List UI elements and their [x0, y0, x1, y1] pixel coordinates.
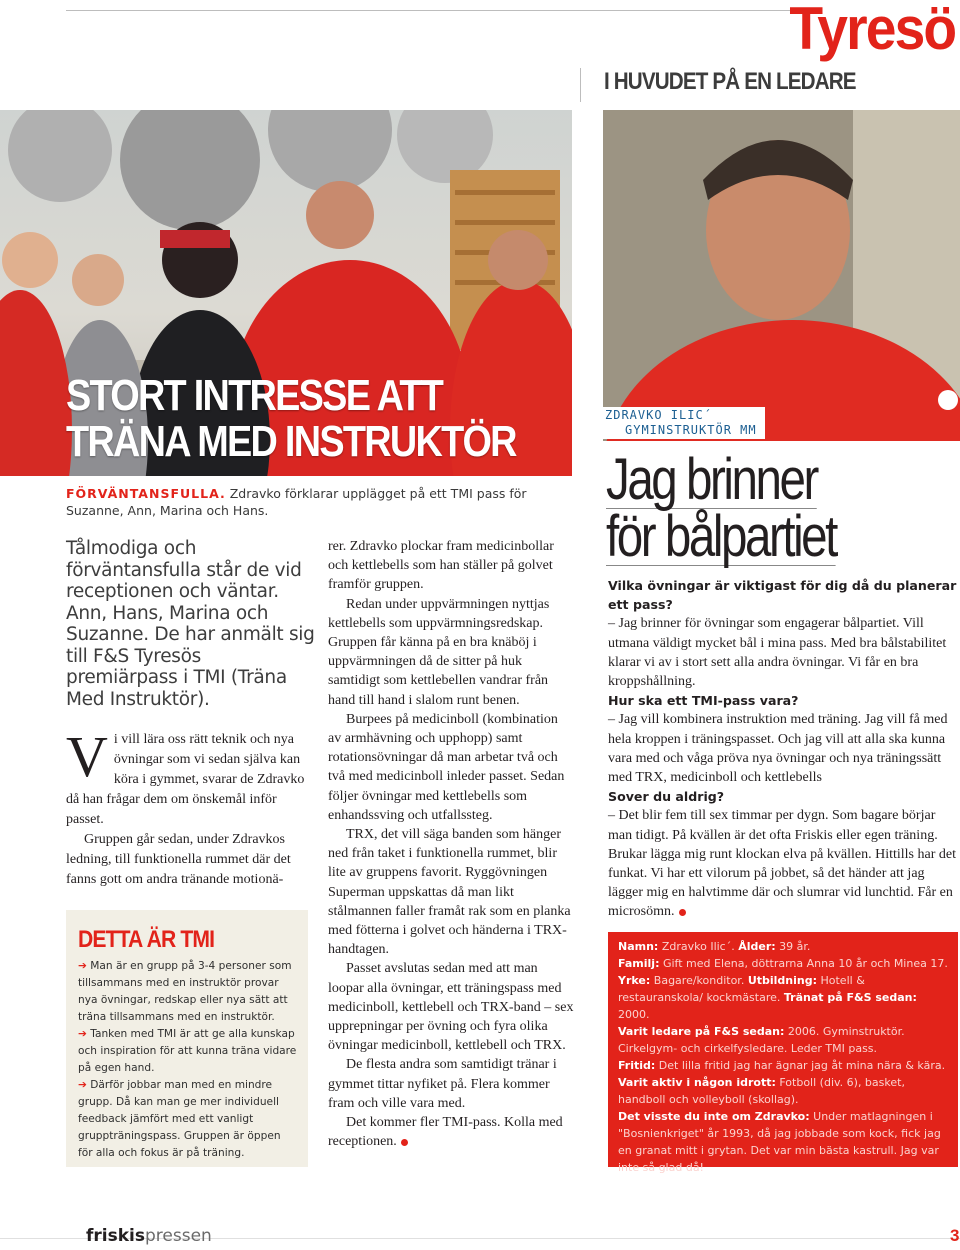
profile-value: 2006. Gyminstruktör. Cirkelgym- och cirkelfysledare. Leder TMI pass.	[618, 1025, 905, 1055]
article-body-col1	[66, 724, 310, 890]
profile-value: Hotell & restauranskola/ kockmästare.	[618, 974, 865, 1004]
portrait-illustration	[603, 110, 960, 441]
profile-key: Utbildning:	[747, 974, 817, 987]
profile-key: Familj:	[618, 957, 660, 970]
paragraph: De flesta andra som samtidigt tränar i gymmet tittar nyfiket på. Flera kommer fram och ville vara med.	[328, 1057, 557, 1111]
article-ingress: Tålmodiga och förväntansfulla står de vid receptionen och väntar. Ann, Hans, Marina och Suzanne. De har anmält sig till F&S Tyresös premiärpass i TMI (Träna Med Instruktör).	[66, 538, 315, 710]
name-tag-role: GYMINSTRUKTÖR MM	[625, 423, 757, 437]
section-divider	[580, 68, 581, 102]
brand-title: Tyresö	[789, 0, 955, 62]
question: Hur ska ett TMI-pass vara?	[608, 693, 799, 709]
end-dot-icon	[679, 909, 686, 916]
factbox-item	[78, 1026, 298, 1077]
profile-row	[618, 938, 948, 955]
answer: – Jag vill kombinera instruktion med träning. Jag vill få med hela kroppen i träningspasset. Och jag vill att alla ska kunna vara med och våga pröva nya övningar och nya träningssätt med TRX, medicinboll och kettlebells	[608, 712, 948, 786]
drop-cap: V	[66, 724, 108, 789]
profile-box	[608, 932, 958, 1174]
arrow-icon: ➔	[78, 1028, 87, 1040]
name-tag	[601, 407, 765, 439]
paragraph: rer. Zdravko plockar fram medicinbollar och kettlebells som han ställer på golvet framför gruppen.	[328, 539, 554, 593]
paragraph: Redan under uppvärmningen nyttjas kettlebells som uppvärmningsredskap. Gruppen får känna på en bra knäböj i uppvärmningen då de sitter på huk samtidigt som kettlebellen vandrar från hand till hand i slalom runt benen.	[328, 596, 550, 708]
factbox-item-text: Man är en grupp på 3-4 personer som tillsammans med en instruktör provar nya övningar, redskap eller nya sätt att träna tillsammans med en instruktör.	[78, 960, 292, 1023]
profile-row	[618, 1074, 948, 1108]
profile-key: Namn:	[618, 940, 659, 953]
paragraph: Passet avslutas sedan med att man loopar alla övningar, ett träningspass med medicinboll, kettlebell och TRX-band – sex upprepningar per övning och fyra olika övningar medicinboll, kettlebell och TRX.	[328, 961, 574, 1054]
article-body-col2	[328, 537, 574, 1152]
profile-value: Zdravko Ilic´.	[658, 940, 739, 953]
paragraph-text: Det kommer fler TMI-pass. Kolla med receptionen.	[328, 1115, 563, 1150]
factbox-title: DETTA ÄR TMI	[78, 926, 215, 953]
footer-logo	[86, 1226, 212, 1246]
profile-value: 2000.	[618, 1008, 650, 1021]
profile-key: Varit ledare på F&S sedan:	[618, 1025, 785, 1038]
headline-line-1: STORT INTRESSE ATT	[66, 371, 443, 420]
factbox-item-text: Tanken med TMI är att ge alla kunskap och inspiration för att kunna träna vidare på egen hand.	[78, 1028, 297, 1074]
photo-caption	[66, 485, 566, 519]
profile-row	[618, 972, 948, 1023]
end-dot-icon	[401, 1139, 408, 1146]
profile-value: Fotboll (div. 6), basket, handboll och volleyboll (skollag).	[618, 1076, 905, 1106]
paragraph	[66, 724, 310, 830]
footer-logo-bold: friskis	[86, 1226, 145, 1246]
paragraph	[328, 1113, 574, 1151]
question: Sover du aldrig?	[608, 789, 725, 805]
profile-row	[618, 955, 948, 972]
answer-text: – Det blir fem till sex timmar per dygn. Som bagare börjar man tidigt. På kvällen är det ofta Friskis eller egen träning. Brukar lägga mig runt klockan elva på kvällen. Hittills har det funkat. Vi har ett vilorum på jobbet, så det händer att jag lägger mig en halvtimme där och slumrar vid lunchtid. Får en microsömn.	[608, 808, 956, 920]
profile-row	[618, 1057, 948, 1074]
question: Vilka övningar är viktigast för dig då du planerar ett pass?	[608, 578, 957, 613]
headline-line-2: TRÄNA MED INSTRUKTÖR	[66, 417, 516, 466]
paragraph-text: i vill lära oss rätt teknik och nya övningar som vi sedan själva kan köra i gymmet, svarar de Zdravko då han frågar dem om önskemål inför passet.	[66, 732, 305, 827]
profile-key: Tränat på F&S sedan:	[783, 991, 917, 1004]
profile-row	[618, 1023, 948, 1057]
portrait-photo	[603, 110, 960, 441]
top-rule	[66, 10, 798, 11]
answer: – Jag brinner för övningar som engagerar bålpartiet. Vill utmana väldigt mycket bål i mina pass. Med bra bålstabilitet klarar vi av i stort sett alla andra övningar. Vi får en bra kroppshållning.	[608, 616, 947, 690]
factbox	[66, 910, 308, 1167]
arrow-icon: ➔	[78, 960, 87, 972]
arrow-icon: ➔	[78, 1079, 87, 1091]
interview-title-line-1: Jag brinner	[606, 447, 817, 512]
profile-key: Ålder:	[738, 940, 776, 953]
profile-value: Det lilla fritid jag har ägnar jag åt mina nära & kära.	[655, 1059, 946, 1072]
interview-qa	[608, 576, 958, 922]
profile-key: Det visste du inte om Zdravko:	[618, 1110, 810, 1123]
name-tag-name: ZDRAVKO ILIC´	[605, 408, 712, 422]
profile-value: Bagare/konditor.	[650, 974, 748, 987]
profile-value: 39 år.	[775, 940, 811, 953]
paragraph: TRX, det vill säga banden som hänger ned från taket i funktionella rummet, blir lite av gruppens favorit. Ryggövningen Superman uppskattas då man likt stålmannen faller framåt rak som en planka med fötterna i golvet och händerna i TRX-handtagen.	[328, 827, 571, 958]
factbox-item	[78, 958, 298, 1026]
paragraph: Burpees på medicinboll (kombination av armhävning och upphopp) samt rotationsövningar då man arbetar två och två med medicinboll inleder passet. Sedan följer övningar med kettlebells som enhandssving och utfallssteg.	[328, 711, 565, 823]
interview-title	[606, 447, 836, 569]
caption-lead: FÖRVÄNTANSFULLA.	[66, 486, 226, 501]
paragraph: Gruppen går sedan, under Zdravkos ledning, till funktionella rummet där det fanns gott om andra tränande motionä-	[66, 832, 291, 887]
page-number: 3	[950, 1226, 960, 1245]
profile-value: Under matlagningen i "Bosnienkriget" år 1993, då jag jobbade som kock, fick jag en granat mitt i grytan. Det var min bästa kastrull. Jag var inte så glad då!	[618, 1110, 941, 1174]
profile-value: Gift med Elena, döttrarna Anna 10 år och Minea 17.	[659, 957, 948, 970]
profile-key: Fritid:	[618, 1059, 656, 1072]
profile-key: Yrke:	[618, 974, 651, 987]
footer-logo-light: pressen	[144, 1226, 212, 1246]
profile-key: Varit aktiv i någon idrott:	[618, 1076, 776, 1089]
answer	[608, 806, 958, 921]
article-headline	[66, 373, 516, 465]
profile-row	[618, 1108, 948, 1176]
factbox-item-text: Därför jobbar man med en mindre grupp. Då kan man ge mer individuell feedback jämfört med ett vanligt gruppträningspass. Gruppen är öppen för alla och fokus är på träning.	[78, 1079, 281, 1159]
factbox-item	[78, 1077, 298, 1162]
caption-text: Zdravko förklarar upplägget på ett TMI pass för Suzanne, Ann, Marina och Hans.	[66, 486, 527, 518]
section-label: I HUVUDET PÅ EN LEDARE	[604, 68, 856, 95]
interview-title-line-2: för bålpartiet	[606, 504, 836, 569]
